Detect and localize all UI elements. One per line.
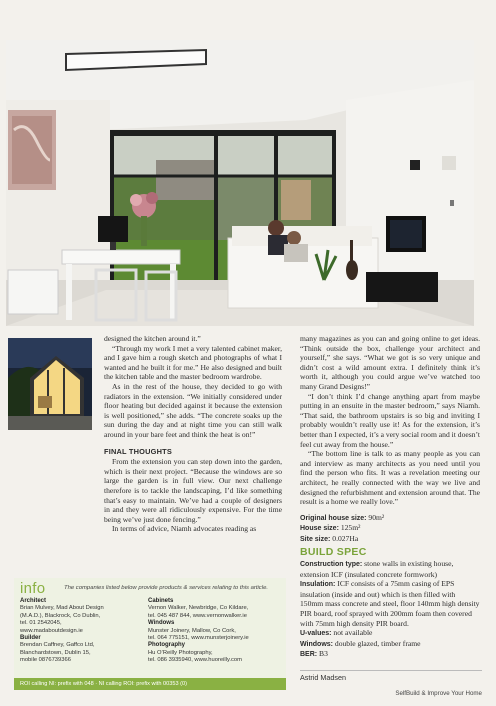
architect-line: Brian Mulvey, Mad About Design [20, 605, 104, 612]
col1-paragraph-1: designed the kitchen around it.” [104, 334, 201, 343]
author-name: Astrid Madsen [300, 673, 346, 682]
info-box [14, 578, 286, 690]
col2-paragraph-3: “The bottom line is talk to as many people as you can and interview as many architects as you need until you find the person who fits. It was a revelation meeting our architect, he really connected with the way we live and designed the refurbishment and extension around that. The result is a home we really love.” [300, 449, 480, 507]
original-size-value: 90m² [368, 512, 385, 522]
builder-line: Blanchardstown, Dublin 15, [20, 649, 91, 656]
photography-label: Photography [148, 642, 185, 649]
ber-value: B3 [319, 649, 328, 659]
info-heading: info [20, 580, 46, 597]
windows-supplier-line: Munster Joinery, Mallow, Co Cork, [148, 627, 236, 634]
page-footer: SelfBuild & Improve Your Home [395, 690, 482, 697]
info-subtitle: The companies listed below provide products & services relating to this article. [64, 585, 268, 591]
house-size-label: House size: [300, 525, 339, 533]
windows-label: Windows: [300, 640, 333, 648]
info-phone-prefix-bar: ROI calling NI: prefix with 048 · NI calling ROI: prefix with 00353 (0) [14, 678, 286, 690]
info-column-2 [148, 598, 284, 665]
windows-supplier-line: tel. 064 775151, www.munsterjoinery.ie [148, 635, 249, 642]
exterior-night-photo [8, 338, 92, 430]
insulation-value: ICF consists of a 75mm casing of EPS insulation (inside and out) which is then filled with 150mm mass concrete and steel, floor 140mm high density PIR board, roof sprayed with 200mm foam then covered with 75mm high density PIR board. [300, 579, 480, 628]
construction-label: Construction type: [300, 561, 363, 569]
build-spec-list [300, 559, 480, 660]
windows-value: double glazed, timber frame [334, 638, 421, 648]
size-specs [300, 513, 480, 545]
cabinets-line: Vernon Walker, Newbridge, Co Kildare, [148, 605, 249, 612]
main-interior-photo [6, 40, 474, 326]
builder-label: Builder [20, 635, 41, 642]
windows-supplier-label: Windows [148, 620, 175, 627]
col1-paragraph-4: From the extension you can step down into the garden, which is their next project. “Because the windows are so large the garden is in full view. Our next challenge therefore is to tackle the landscaping, I’d like something that’s easy to maintain. We’ve had a couple of designers in and they were all ridiculously expensive. For the time being we’ve just done fencing.” [104, 457, 282, 524]
uvalues-label: U-values: [300, 630, 332, 638]
col1-paragraph-3: As in the rest of the house, they decided to go with radiators in the extension. “We initially considered under floor heating but decided against it because the extension is well positioned,” she adds. “The concrete soaks up the sun during the day and at night time you can still walk around in your bare feet and think the heat is on!” [104, 381, 282, 439]
uvalues-value: not available [333, 628, 373, 638]
cabinets-label: Cabinets [148, 598, 174, 604]
col2-paragraph-2: “I don’t think I’d change anything apart from maybe putting in an ensuite in the master bedroom,” says Niamh. “That said, the bathroom upstairs is so big and inviting I probably wouldn’t really use it! As for the extension, it’s better than I expected, it’s a very social room and it doesn’t feel cut away from the house.” [300, 391, 480, 449]
build-spec-title: BUILD SPEC [300, 546, 367, 559]
final-thoughts-heading: FINAL THOUGHTS [104, 446, 172, 456]
builder-line: Brendan Caffney, Gaffco Ltd, [20, 642, 95, 649]
house-size-value: 125m² [340, 523, 361, 533]
original-size-label: Original house size: [300, 514, 367, 522]
article-column-2 [300, 334, 480, 660]
architect-line: tel. 01 2542045, [20, 620, 62, 627]
site-size-label: Site size: [300, 535, 331, 543]
insulation-label: Insulation: [300, 581, 336, 589]
ber-label: BER: [300, 651, 318, 659]
col1-paragraph-2: “Through my work I met a very talented cabinet maker, and I gave him a rough sketch and photographs of what I wanted and he built it for me.” He also designed and built the kitchen table and the master bedroom wardrobe. [104, 343, 282, 382]
site-size-value: 0.027Ha [332, 533, 359, 543]
cabinets-line: tel. 045 487 844, www.vernonwalker.ie [148, 612, 247, 619]
architect-line: (M.A.D.), Blackrock, Co Dublin, [20, 612, 101, 619]
article-column-1 [104, 334, 282, 534]
col2-paragraph-1: many magazines as you can and going online to get ideas. “Think outside the box, challenge your architect and yourself,” she says. “What we got is so very unique and didn’t cost a wild amount extra. I definitely think it’s worth it, although you could argue we’ve watched too many Grand Designs!” [300, 334, 480, 391]
architect-label: Architect [20, 598, 47, 604]
architect-website[interactable]: www.madaboutdesign.ie [20, 627, 83, 634]
photography-line: tel. 086 3935940, www.huoreilly.com [148, 657, 242, 664]
info-column-1 [20, 598, 138, 665]
construction-value: stone walls in existing house, extension ICF (insulated concrete formwork) [300, 559, 454, 579]
col1-paragraph-5: In terms of advice, Niamh advocates reading as [112, 524, 257, 534]
photography-line: Hu O’Reilly Photography, [148, 649, 213, 656]
author-divider [300, 670, 482, 671]
builder-line: mobile 0876739366 [20, 657, 71, 664]
